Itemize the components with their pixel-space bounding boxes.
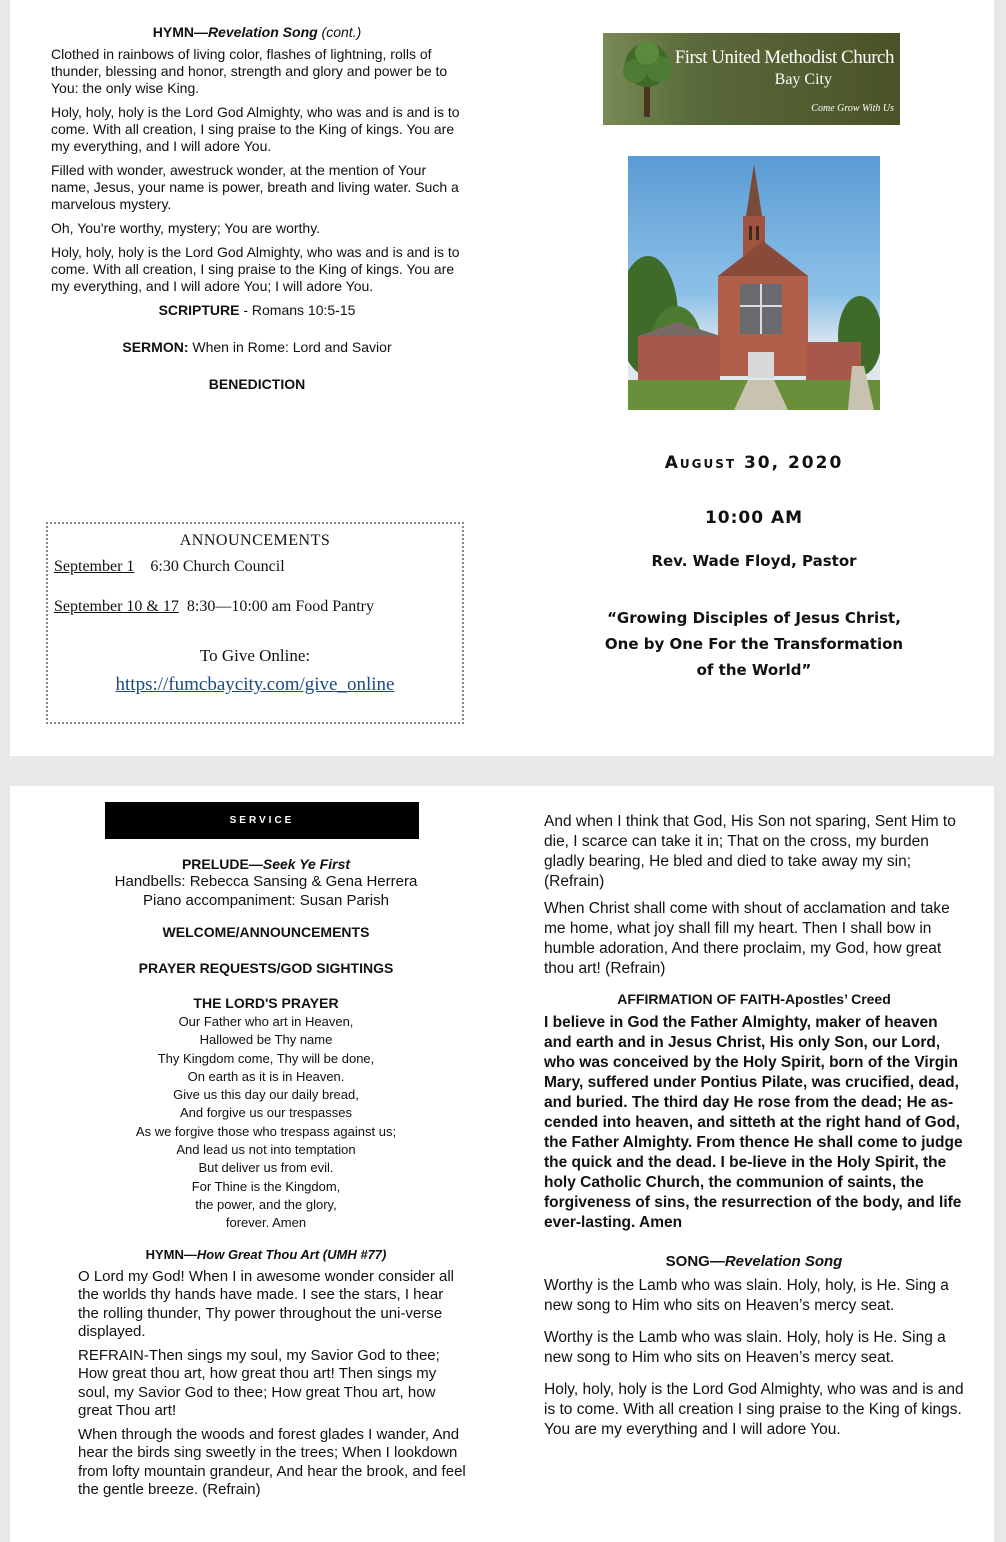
hymn-heading: HYMN—Revelation Song (cont.): [152, 24, 362, 40]
service-date: August 30, 2020: [664, 453, 844, 473]
announcements-box: [46, 522, 464, 724]
pastor-name: Rev. Wade Floyd, Pastor: [651, 552, 857, 570]
give-online-label: To Give Online:: [199, 646, 311, 665]
affirmation-heading: AFFIRMATION OF FAITH-Apostles’ Creed: [617, 991, 891, 1007]
logo-tagline: Come Grow With Us: [811, 103, 894, 114]
song-heading: SONG—Revelation Song: [665, 1253, 843, 1270]
welcome-heading: WELCOME/ANNOUNCEMENTS: [162, 924, 370, 940]
apostles-creed: I believe in God the Father Almighty, maker of heaven and earth and in Jesus Christ, His only Son, our Lord, who was conceived by the Holy Spirit, born of the Virgin Mary, suffered under Pontius Pilate, was crucified, dead, and buried. The third day He rose from the dead; He as-cended into heaven, and sitteth at the right hand of God, the Father Almighty. From thence He shall come to judge the quick and the dead. I be-lieve in the Holy Spirit, the holy Catholic Church, the communion of saints, the forgiveness of sins, the resurrection of the body, and life ever-lasting. Amen: [544, 1014, 963, 1231]
hymn-verse: Holy, holy, holy is the Lord God Almighty, who was and is and is to come. With all creation, I sing praise to the King of kings. You are my everything, and I will adore You; I will adore You.: [51, 244, 460, 294]
church-photo: [628, 156, 880, 410]
scripture-line: SCRIPTURE - Romans 10:5-15: [158, 302, 356, 318]
lords-prayer-text: Our Father who art in Heaven, Hallowed be Thy name Thy Kingdom come, Thy will be done, On earth as it is in Heaven. Give us this day our daily bread, And forgive us our trespasses As we forgive those who trespass against us; And lead us not into temptation But deliver us from evil. For Thine is the Kingdom, the power, and the glory, forever. Amen: [135, 1014, 397, 1231]
give-online-link[interactable]: https://fumcbaycity.com/give_online: [115, 674, 395, 695]
announcement-row: September 10 & 17 8:30—10:00 am Food Pantry: [54, 598, 374, 615]
sermon-line: SERMON: When in Rome: Lord and Savior: [122, 339, 392, 355]
hymn-verse: And when I think that God, His Son not sparing, Sent Him to die, I scarce can take it in; That on the cross, my burden gladly bearing, He bled and died to take away my sin; (Refrain): [544, 813, 956, 890]
hymn-verse: Oh, You're worthy, mystery; You are worthy.: [51, 220, 321, 236]
hymn-verse: When Christ shall come with shout of acclamation and take me home, what joy shall fill my heart. Then I shall bow in humble adoration, And there proclaim, my God, how great thou art! (Refrain): [544, 900, 950, 977]
hymn-verses: O Lord my God! When I in awesome wonder consider all the worlds thy hands have made. I see the stars, I hear the rolling thunder, Thy power throughout the uni-verse displayed. REFRAIN-Then sings my soul, my Savior God to thee; How great thou art, how great thou art! Then sings my soul, my Savior God to thee; How great Thou art, how great Thou art! When through the woods and forest glades I wander, And hear the birds sing sweetly in the trees; When I lookdown from lofty mountain grandeur, And hear the brook, and feel the gentle breeze. (Refrain): [78, 1267, 466, 1499]
announcement-row: September 1 6:30 Church Council: [54, 558, 285, 575]
hymn-verse: Holy, holy, holy is the Lord God Almighty, who was and is and is to come. With all creation, I sing praise to the King of kings. You are my everything, and I will adore You.: [51, 104, 460, 154]
benediction: BENEDICTION: [208, 376, 306, 392]
prayer-requests-heading: PRAYER REQUESTS/GOD SIGHTINGS: [138, 960, 394, 976]
service-banner: SERVICE: [105, 802, 419, 839]
hymn-continuation-column: [51, 24, 463, 400]
service-time: 10:00 AM: [704, 508, 804, 528]
announcements-title: ANNOUNCEMENTS: [179, 532, 331, 549]
prelude-heading: PRELUDE—Seek Ye First: [181, 856, 351, 872]
tree-icon: [617, 39, 677, 119]
logo-church-name: First United Methodist Church: [674, 47, 894, 68]
hymn-verse: Clothed in rainbows of living color, flashes of lightning, rolls of thunder, blessing and honor, strength and glory and power be to You: the only wise King.: [51, 46, 448, 96]
hymn-verse: Filled with wonder, awestruck wonder, at the mention of Your name, Jesus, your name is power, breath and living water. Such a marvelous mystery.: [51, 162, 459, 212]
order-of-service-page: [10, 786, 994, 1542]
logo-city: Bay City: [774, 71, 832, 88]
bulletin-cover-page: [10, 0, 994, 756]
service-left-column: [66, 856, 466, 1505]
song-verses: Worthy is the Lamb who was slain. Holy, holy, is He. Sing a new song to Him who sits on Heaven’s mercy seat. Worthy is the Lamb who was slain. Holy, holy is He. Sing a new song to Him who sits on Heaven’s mercy seat. Holy, holy, holy is the Lord God Almighty, who was and is and is to come. With all creation I sing praise to the King of kings. You are my everything and I will adore You.: [544, 1277, 964, 1438]
piano-credit: Piano accompaniment: Susan Parish: [143, 892, 389, 909]
church-logo: [603, 33, 900, 125]
lords-prayer-heading: THE LORD'S PRAYER: [193, 995, 339, 1011]
handbells-credit: Handbells: Rebecca Sansing & Gena Herrera: [114, 873, 418, 890]
church-motto: “Growing Disciples of Jesus Christ, One by One For the Transformation of the World”: [604, 609, 904, 679]
hymn-heading: HYMN—How Great Thou Art (UMH #77): [145, 1246, 387, 1262]
service-right-column: [544, 812, 964, 1452]
